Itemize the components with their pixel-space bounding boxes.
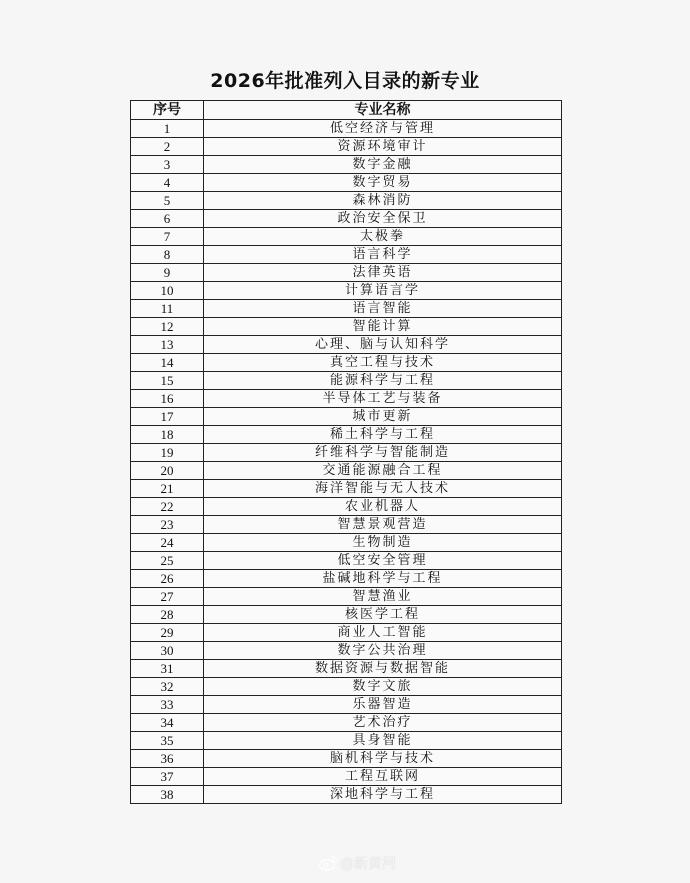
table-row bbox=[131, 444, 562, 462]
table-row bbox=[131, 624, 562, 642]
row-major-name: 稀土科学与工程 bbox=[204, 426, 562, 444]
row-major-name: 纤维科学与智能制造 bbox=[204, 444, 562, 462]
row-index: 17 bbox=[131, 408, 204, 426]
row-index: 15 bbox=[131, 372, 204, 390]
row-major-name: 资源环境审计 bbox=[204, 138, 562, 156]
table-row bbox=[131, 120, 562, 138]
table-row bbox=[131, 174, 562, 192]
row-major-name: 智慧景观营造 bbox=[204, 516, 562, 534]
table-row bbox=[131, 642, 562, 660]
table-row bbox=[131, 516, 562, 534]
row-index: 35 bbox=[131, 732, 204, 750]
row-index: 10 bbox=[131, 282, 204, 300]
row-major-name: 脑机科学与技术 bbox=[204, 750, 562, 768]
row-major-name: 工程互联网 bbox=[204, 768, 562, 786]
row-major-name: 低空经济与管理 bbox=[204, 120, 562, 138]
row-index: 24 bbox=[131, 534, 204, 552]
row-index: 25 bbox=[131, 552, 204, 570]
row-index: 28 bbox=[131, 606, 204, 624]
row-index: 1 bbox=[131, 120, 204, 138]
row-major-name: 数据资源与数据智能 bbox=[204, 660, 562, 678]
row-index: 20 bbox=[131, 462, 204, 480]
row-index: 16 bbox=[131, 390, 204, 408]
table-row bbox=[131, 498, 562, 516]
row-index: 21 bbox=[131, 480, 204, 498]
row-index: 36 bbox=[131, 750, 204, 768]
row-major-name: 生物制造 bbox=[204, 534, 562, 552]
row-major-name: 智慧渔业 bbox=[204, 588, 562, 606]
row-index: 33 bbox=[131, 696, 204, 714]
row-major-name: 法律英语 bbox=[204, 264, 562, 282]
row-major-name: 农业机器人 bbox=[204, 498, 562, 516]
watermark-text: @新黄河 bbox=[340, 856, 396, 872]
row-major-name: 海洋智能与无人技术 bbox=[204, 480, 562, 498]
table-row bbox=[131, 552, 562, 570]
row-index: 8 bbox=[131, 246, 204, 264]
row-major-name: 能源科学与工程 bbox=[204, 372, 562, 390]
row-index: 23 bbox=[131, 516, 204, 534]
row-index: 9 bbox=[131, 264, 204, 282]
row-major-name: 语言智能 bbox=[204, 300, 562, 318]
row-major-name: 政治安全保卫 bbox=[204, 210, 562, 228]
table-row bbox=[131, 300, 562, 318]
watermark bbox=[318, 853, 396, 873]
row-major-name: 半导体工艺与装备 bbox=[204, 390, 562, 408]
row-index: 31 bbox=[131, 660, 204, 678]
table-row bbox=[131, 192, 562, 210]
table-row bbox=[131, 678, 562, 696]
table-row bbox=[131, 750, 562, 768]
row-index: 2 bbox=[131, 138, 204, 156]
row-index: 14 bbox=[131, 354, 204, 372]
table-row bbox=[131, 660, 562, 678]
table-row bbox=[131, 228, 562, 246]
row-index: 18 bbox=[131, 426, 204, 444]
table-row bbox=[131, 786, 562, 804]
document-title: 2026年批准列入目录的新专业 bbox=[210, 70, 480, 92]
table-row bbox=[131, 210, 562, 228]
table-body bbox=[131, 120, 562, 804]
row-index: 30 bbox=[131, 642, 204, 660]
row-major-name: 真空工程与技术 bbox=[204, 354, 562, 372]
table-row bbox=[131, 138, 562, 156]
table-row bbox=[131, 246, 562, 264]
row-major-name: 艺术治疗 bbox=[204, 714, 562, 732]
header-index: 序号 bbox=[131, 101, 204, 120]
row-major-name: 乐器智造 bbox=[204, 696, 562, 714]
row-index: 7 bbox=[131, 228, 204, 246]
row-major-name: 核医学工程 bbox=[204, 606, 562, 624]
table-row bbox=[131, 570, 562, 588]
row-major-name: 盐碱地科学与工程 bbox=[204, 570, 562, 588]
row-major-name: 商业人工智能 bbox=[204, 624, 562, 642]
table-row bbox=[131, 714, 562, 732]
table-row bbox=[131, 732, 562, 750]
row-index: 11 bbox=[131, 300, 204, 318]
row-major-name: 心理、脑与认知科学 bbox=[204, 336, 562, 354]
row-major-name: 智能计算 bbox=[204, 318, 562, 336]
table-row bbox=[131, 264, 562, 282]
row-major-name: 森林消防 bbox=[204, 192, 562, 210]
row-index: 34 bbox=[131, 714, 204, 732]
row-index: 4 bbox=[131, 174, 204, 192]
row-index: 38 bbox=[131, 786, 204, 804]
row-major-name: 具身智能 bbox=[204, 732, 562, 750]
row-major-name: 数字金融 bbox=[204, 156, 562, 174]
row-index: 19 bbox=[131, 444, 204, 462]
table-row bbox=[131, 336, 562, 354]
row-major-name: 数字公共治理 bbox=[204, 642, 562, 660]
row-index: 22 bbox=[131, 498, 204, 516]
weibo-icon bbox=[318, 855, 338, 871]
table-header-row bbox=[131, 101, 562, 120]
row-index: 32 bbox=[131, 678, 204, 696]
row-index: 27 bbox=[131, 588, 204, 606]
row-index: 29 bbox=[131, 624, 204, 642]
row-major-name: 语言科学 bbox=[204, 246, 562, 264]
row-index: 26 bbox=[131, 570, 204, 588]
table-row bbox=[131, 588, 562, 606]
row-index: 5 bbox=[131, 192, 204, 210]
row-major-name: 交通能源融合工程 bbox=[204, 462, 562, 480]
row-major-name: 深地科学与工程 bbox=[204, 786, 562, 804]
table-row bbox=[131, 534, 562, 552]
row-major-name: 低空安全管理 bbox=[204, 552, 562, 570]
table-row bbox=[131, 480, 562, 498]
row-major-name: 太极拳 bbox=[204, 228, 562, 246]
row-index: 3 bbox=[131, 156, 204, 174]
row-major-name: 城市更新 bbox=[204, 408, 562, 426]
table-row bbox=[131, 408, 562, 426]
majors-table bbox=[130, 100, 562, 804]
table-row bbox=[131, 768, 562, 786]
table-row bbox=[131, 282, 562, 300]
table-row bbox=[131, 606, 562, 624]
table-row bbox=[131, 390, 562, 408]
table-row bbox=[131, 426, 562, 444]
table-row bbox=[131, 156, 562, 174]
row-major-name: 数字贸易 bbox=[204, 174, 562, 192]
row-index: 12 bbox=[131, 318, 204, 336]
table-row bbox=[131, 318, 562, 336]
row-major-name: 数字文旅 bbox=[204, 678, 562, 696]
row-index: 13 bbox=[131, 336, 204, 354]
header-name: 专业名称 bbox=[204, 101, 562, 120]
table-row bbox=[131, 462, 562, 480]
table-row bbox=[131, 354, 562, 372]
table-row bbox=[131, 372, 562, 390]
row-index: 6 bbox=[131, 210, 204, 228]
row-index: 37 bbox=[131, 768, 204, 786]
table-row bbox=[131, 696, 562, 714]
row-major-name: 计算语言学 bbox=[204, 282, 562, 300]
